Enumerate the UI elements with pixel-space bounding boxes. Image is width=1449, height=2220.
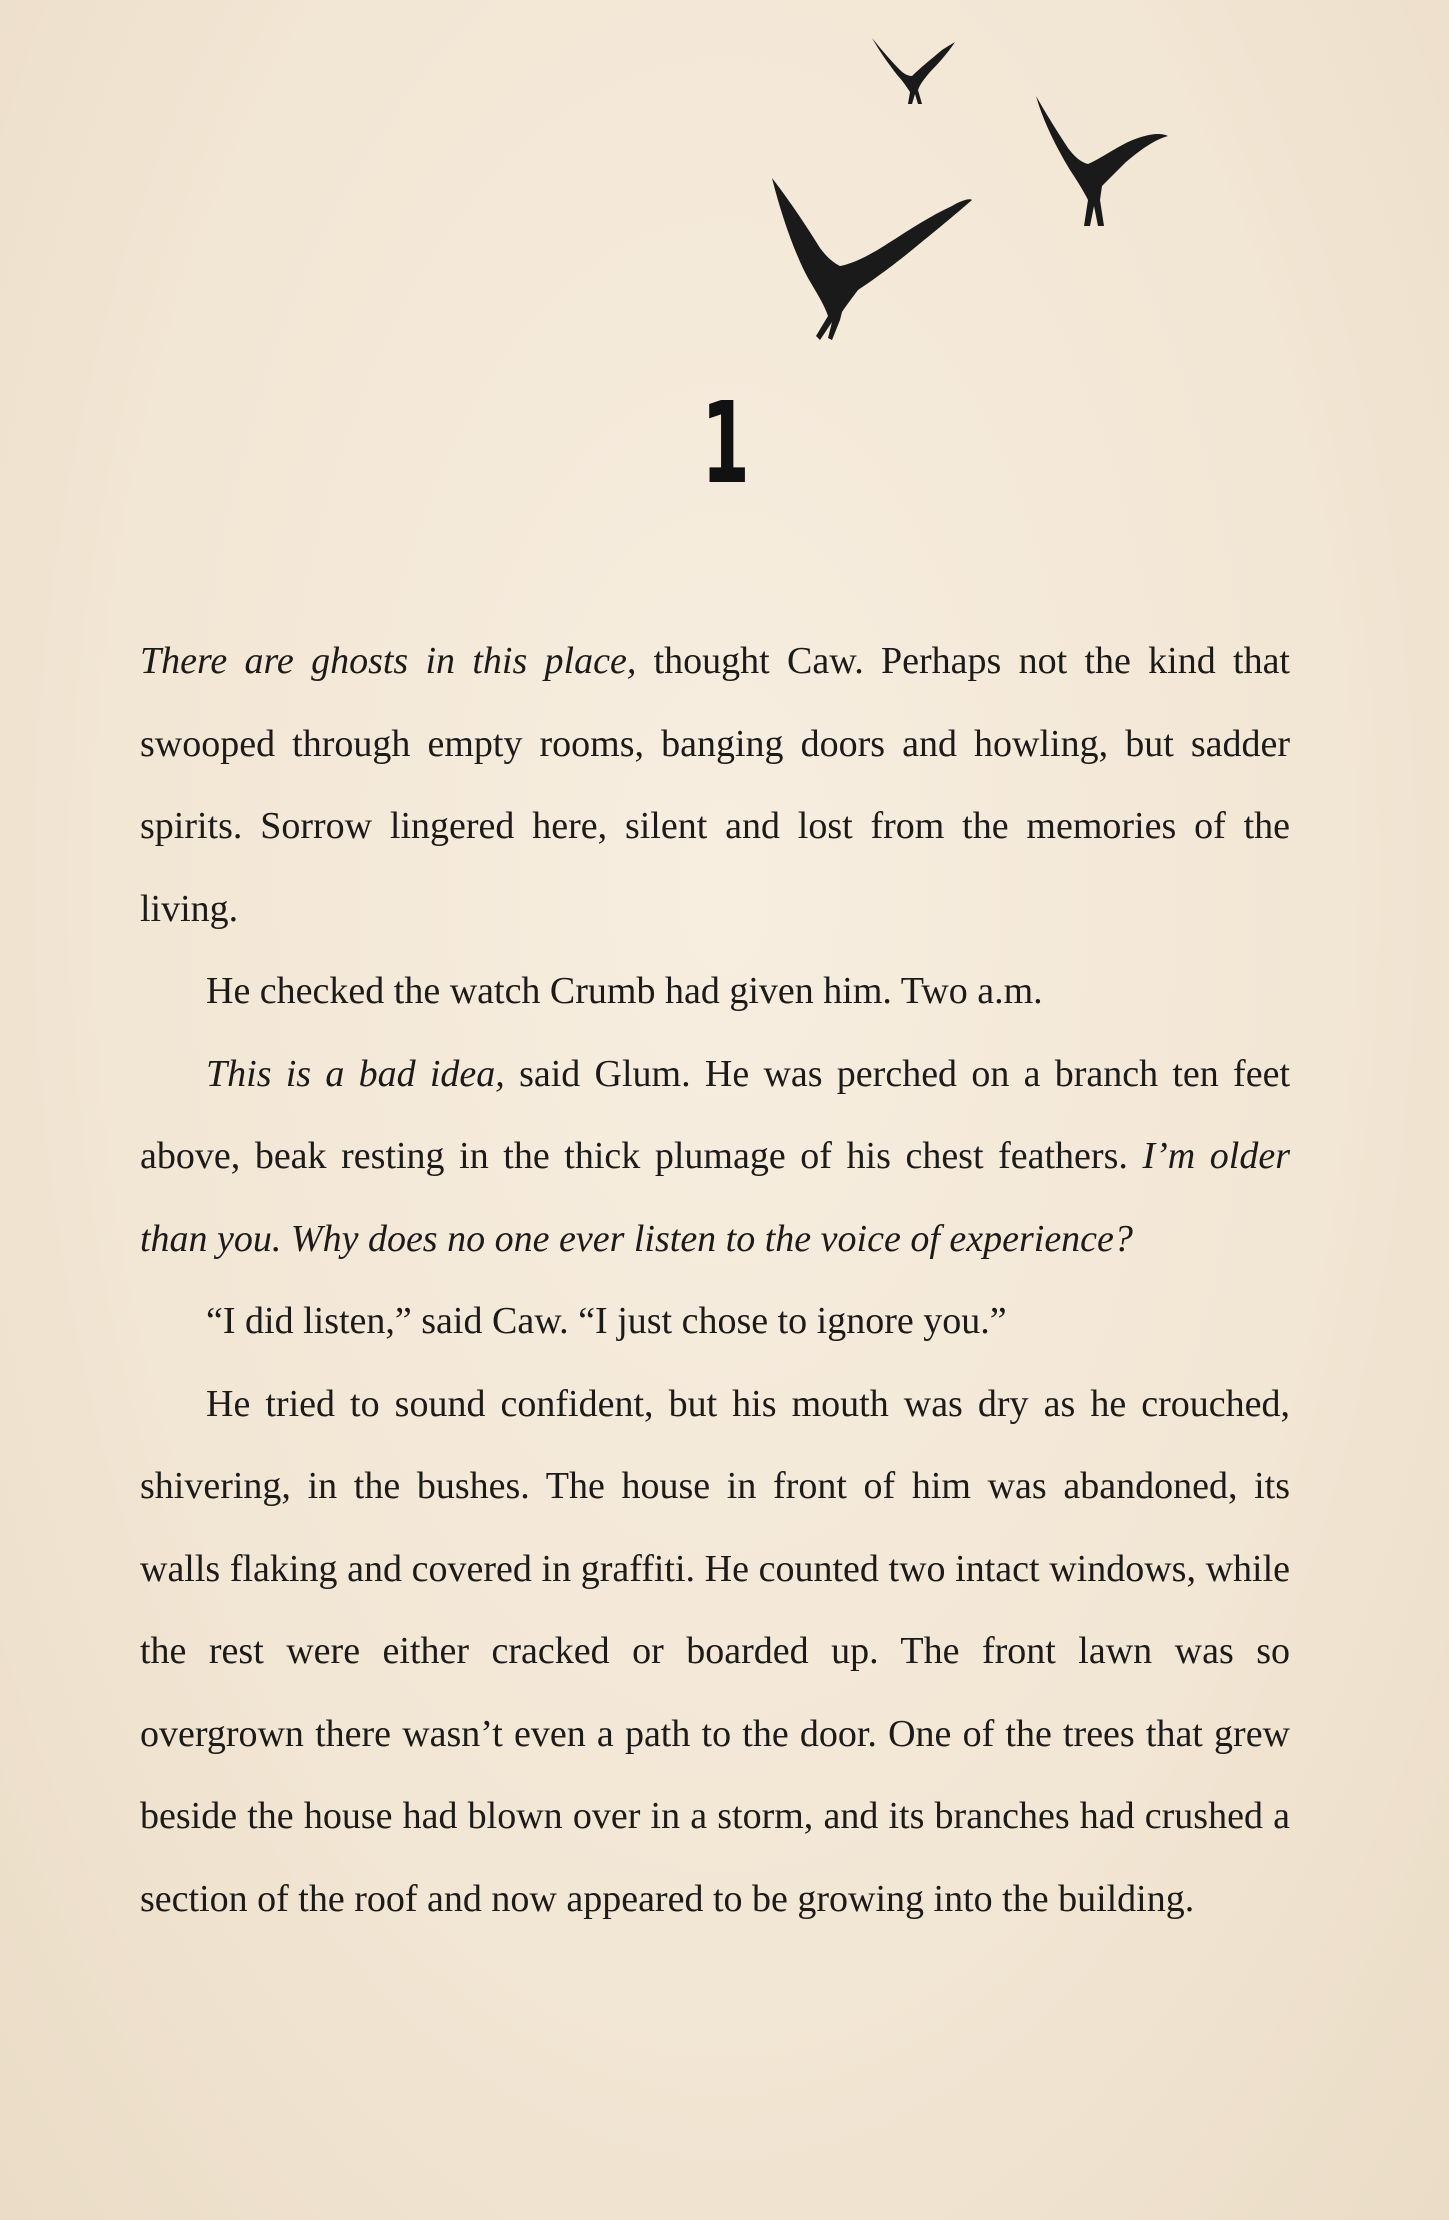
paragraph — [140, 1363, 1290, 1941]
paragraph-text: “I did listen,” said Caw. “I just chose to ignore you.” — [206, 1300, 1007, 1342]
italic-thought: This is a bad idea, — [206, 1052, 505, 1095]
italic-thought: There are ghosts in this place, — [140, 640, 637, 682]
crows-illustration — [0, 0, 1449, 360]
paragraph — [140, 950, 1290, 1033]
italic-thought: I’m older than you. Why does no one ever listen to the voice of experience? — [140, 1135, 1290, 1260]
crow-icon-large — [772, 178, 972, 340]
crow-icon-small — [872, 38, 955, 104]
paragraph — [140, 620, 1290, 950]
chapter-body — [140, 620, 1290, 1940]
paragraph-text: said Glum. He was perched on a branch ten feet above, beak resting in the thick plumage of his chest feathers. — [140, 1052, 1290, 1177]
paragraph-text: thought Caw. Perhaps not the kind that swooped through empty rooms, banging doors and howling, but sadder spirits. Sorrow lingered here, silent and lost from the memories of the living. — [140, 640, 1290, 930]
paragraph-text: He checked the watch Crumb had given him. Two a.m. — [206, 970, 1043, 1012]
paragraph — [140, 1033, 1290, 1281]
chapter-number: 1 — [701, 379, 750, 509]
crow-icon-right — [1036, 96, 1168, 226]
paragraph-text: He tried to sound confident, but his mouth was dry as he crouched, shivering, in the bushes. The house in front of him was abandoned, its walls flaking and covered in graffiti. He counted two intact windows, while the rest were either cracked or boarded up. The front lawn was so overgrown there wasn’t even a path to the door. One of the trees that grew beside the house had blown over in a storm, and its branches had crushed a section of the roof and now appeared to be growing into the building. — [140, 1382, 1290, 1920]
paragraph — [140, 1280, 1290, 1363]
